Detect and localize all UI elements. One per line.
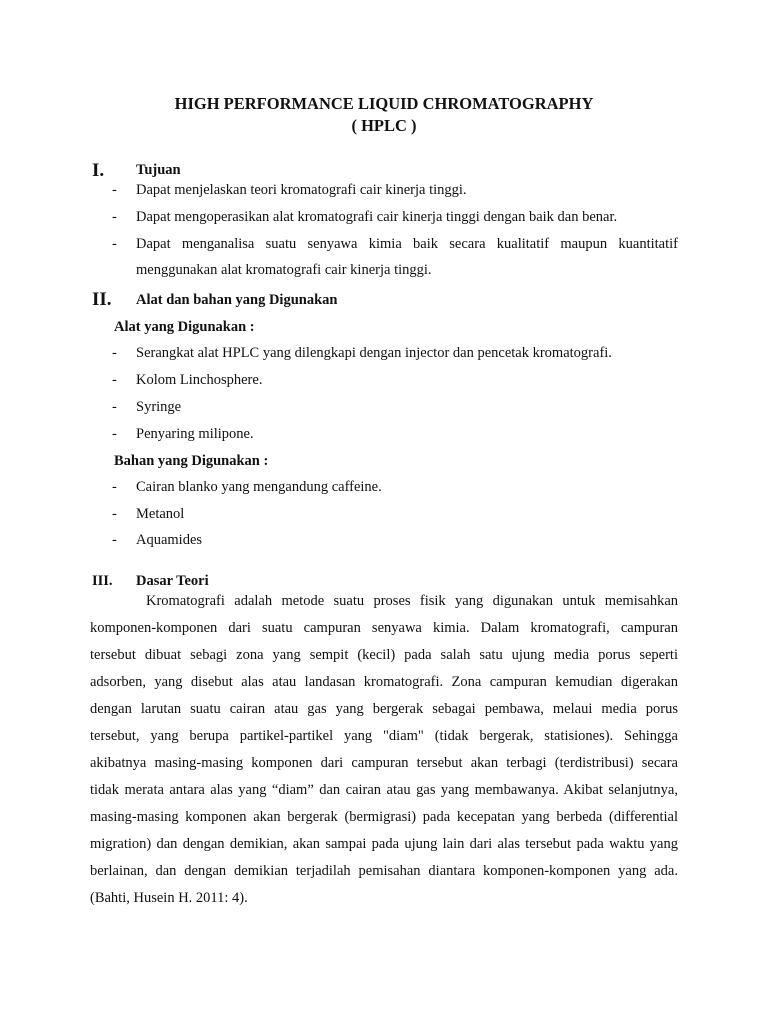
bullet-dash: - — [112, 426, 117, 442]
bullet-dash: - — [112, 506, 117, 522]
paragraph-line: dengan larutan suatu cairan atau gas yang bergerak sebagai pembawa, melaui media porus — [90, 701, 678, 717]
bullet-dash: - — [112, 532, 117, 548]
bullet-dash: - — [112, 399, 117, 415]
paragraph-line: berlainan, dan dengan demikian terjadilah pemisahan diantara komponen-komponen yang ada. — [90, 863, 678, 879]
objective-item: Dapat mengoperasikan alat kromatografi cair kinerja tinggi dengan baik dan benar. — [136, 209, 618, 225]
paragraph-line: komponen-komponen dari suatu campuran senyawa kimia. Dalam kromatografi, campuran — [90, 620, 678, 636]
section-3-number: III. — [92, 573, 113, 589]
section-2-number: II. — [92, 289, 112, 310]
bullet-dash: - — [112, 479, 117, 495]
paragraph-line: tidak merata antara alas yang “diam” dan cairan atau gas yang membawanya. Akibat selanjutnya, — [90, 782, 678, 798]
tool-item: Penyaring milipone. — [136, 426, 254, 442]
section-2-heading: Alat dan bahan yang Digunakan — [136, 292, 338, 308]
material-item: Metanol — [136, 506, 185, 522]
paragraph-line: migration) dan dengan demikian, akan sampai pada ujung lain dari alas tersebut pada waktu yang — [90, 836, 678, 852]
bullet-dash: - — [112, 182, 117, 198]
material-item: Cairan blanko yang mengandung caffeine. — [136, 479, 382, 495]
section-1-heading: Tujuan — [136, 162, 181, 178]
section-3-heading: Dasar Teori — [136, 573, 209, 589]
objective-item-continuation: menggunakan alat kromatografi cair kinerja tinggi. — [136, 262, 432, 278]
paragraph-line: (Bahti, Husein H. 2011: 4). — [90, 890, 248, 906]
section-1-number: I. — [92, 160, 105, 181]
bullet-dash: - — [112, 236, 117, 252]
bullet-dash: - — [112, 345, 117, 361]
paragraph-line: adsorben, yang disebut alas atau landasan kromatografi. Zona campuran kemudian digerakan — [90, 674, 678, 690]
paragraph-line: Kromatografi adalah metode suatu proses fisik yang digunakan untuk memisahkan — [146, 593, 678, 609]
material-item: Aquamides — [136, 532, 203, 548]
objective-item: Dapat menganalisa suatu senyawa kimia baik secara kualitatif maupun kuantitatif — [136, 236, 678, 252]
paragraph-line: akibatnya masing-masing komponen dari campuran tersebut akan terbagi (terdistribusi) secara — [90, 755, 678, 771]
tools-heading: Alat yang Digunakan : — [114, 319, 255, 335]
objective-item: Dapat menjelaskan teori kromatografi cair kinerja tinggi. — [136, 182, 467, 198]
document-title: HIGH PERFORMANCE LIQUID CHROMATOGRAPHY — [174, 94, 594, 113]
paragraph-line: tersebut, yang berupa partikel-partikel yang "diam" (tidak bergerak, statisiones). Sehingga — [90, 728, 678, 744]
paragraph-line: masing-masing komponen akan bergerak (bermigrasi) pada kecepatan yang berbeda (differential — [90, 809, 678, 825]
tool-item: Serangkat alat HPLC yang dilengkapi dengan injector dan pencetak kromatografi. — [136, 345, 612, 361]
bullet-dash: - — [112, 209, 117, 225]
materials-heading: Bahan yang Digunakan : — [114, 453, 269, 469]
document-subtitle: ( HPLC ) — [351, 116, 417, 135]
tool-item: Syringe — [136, 399, 182, 415]
bullet-dash: - — [112, 372, 117, 388]
paragraph-line: tersebut dibuat sebagi zona yang sempit (kecil) pada salah satu ujung media porus seperti — [90, 647, 678, 663]
tool-item: Kolom Linchosphere. — [136, 372, 263, 388]
